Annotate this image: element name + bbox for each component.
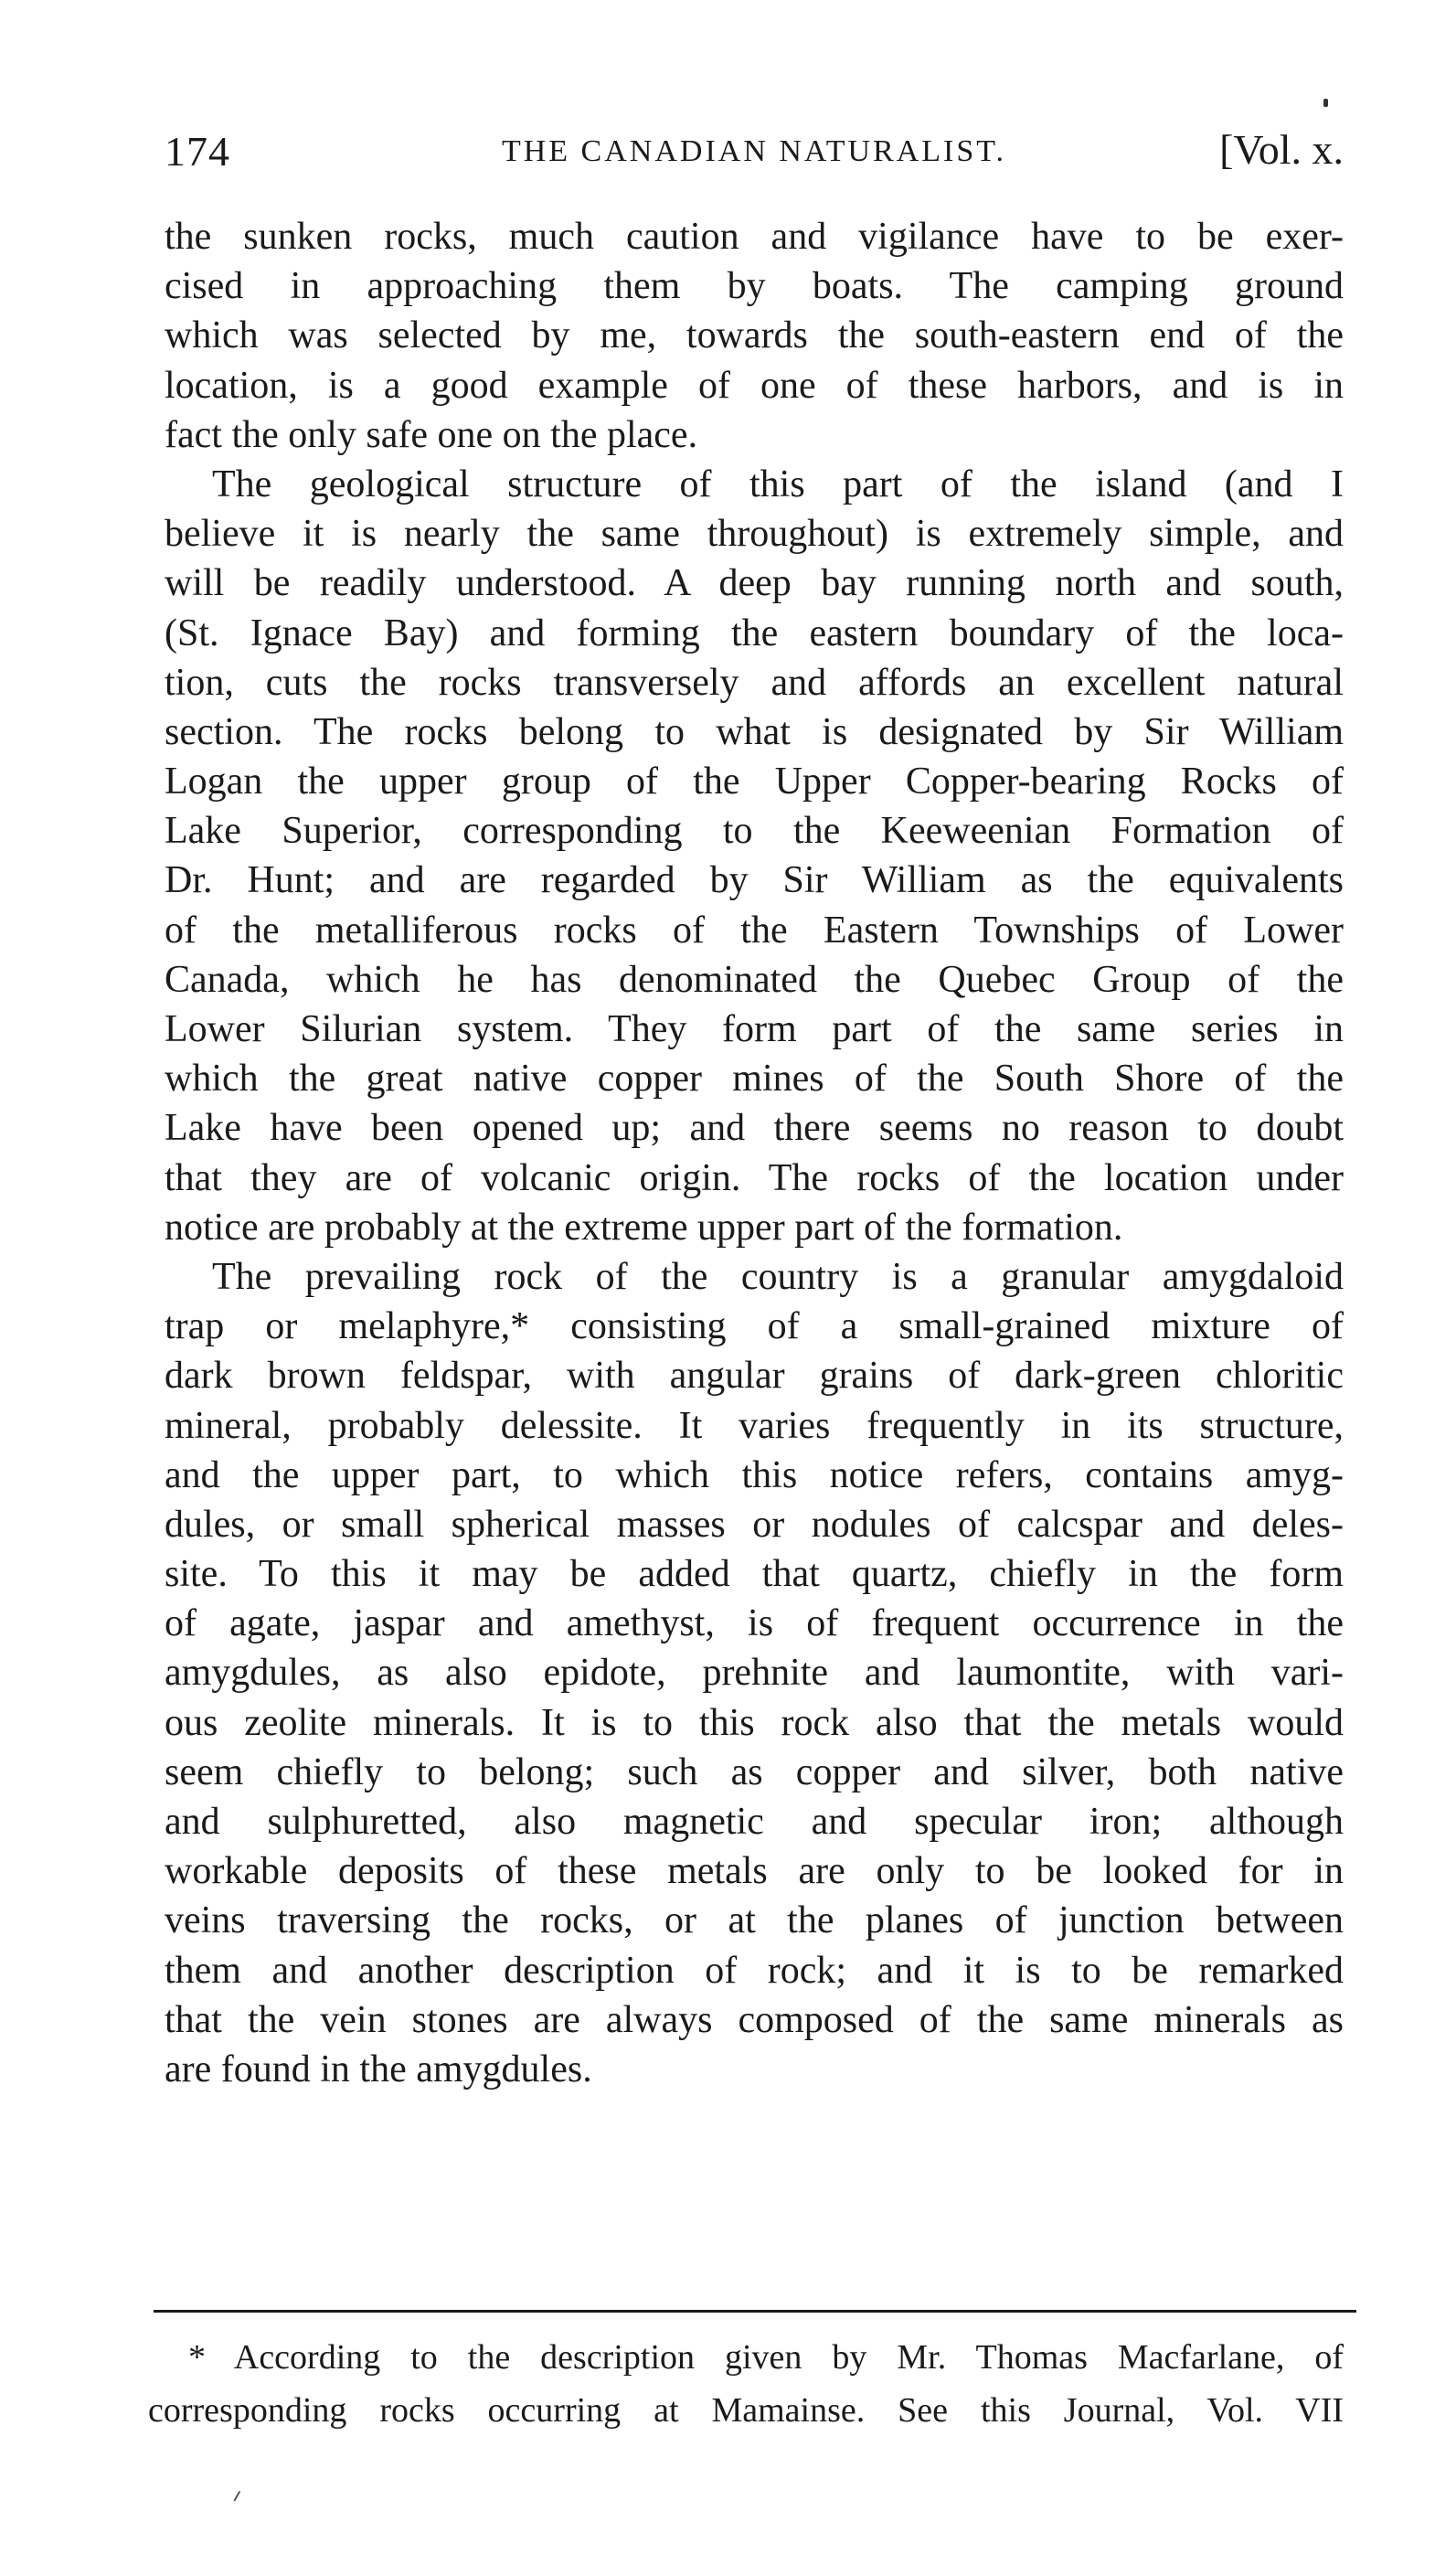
text-line: veins traversing the rocks, or at the planes of junction between <box>165 1899 1344 1942</box>
text-line: tion, cuts the rocks transversely and affords an excellent natural <box>165 661 1344 704</box>
ink-mark <box>1323 99 1328 107</box>
text-line: which was selected by me, towards the south-eastern end of the <box>165 314 1344 357</box>
text-line: that the vein stones are always composed of the same minerals as <box>165 1998 1344 2041</box>
text-line: mineral, probably delessite. It varies frequently in its structure, <box>165 1404 1344 1447</box>
text-line: fact the only safe one on the place. <box>165 413 698 456</box>
text-line: amygdules, as also epidote, prehnite and laumontite, with vari- <box>165 1652 1344 1695</box>
text-line: Canada, which he has denominated the Quebec Group of the <box>165 958 1344 1001</box>
footnote-line: corresponding rocks occurring at Mamainse. See this Journal, Vol. VII <box>148 2391 1344 2430</box>
text-line: ous zeolite minerals. It is to this rock also that the metals would <box>165 1701 1344 1744</box>
footnote-line: * According to the description given by Mr. Thomas Macfarlane, of <box>188 2338 1344 2377</box>
footnote <box>148 2331 1344 2437</box>
text-line: and the upper part, to which this notice refers, contains amyg- <box>165 1453 1344 1496</box>
text-line: site. To this it may be added that quartz, chiefly in the form <box>165 1553 1344 1596</box>
text-line: Dr. Hunt; and are regarded by Sir William as the equivalents <box>165 859 1344 902</box>
text-line: of the metalliferous rocks of the Eastern Townships of Lower <box>165 909 1344 952</box>
paragraph-first-line: The prevailing rock of the country is a granular amygdaloid <box>212 1255 1344 1298</box>
text-line: Lake have been opened up; and there seems no reason to doubt <box>165 1107 1344 1150</box>
text-line: cised in approaching them by boats. The camping ground <box>165 265 1344 308</box>
text-line: location, is a good example of one of these harbors, and is in <box>165 364 1344 407</box>
text-line: dark brown feldspar, with angular grains of dark-green chloritic <box>165 1355 1344 1398</box>
volume-label: [Vol. x. <box>1219 126 1344 173</box>
page-number: 174 <box>165 128 230 175</box>
body-text <box>165 212 1344 2094</box>
text-line: Lower Silurian system. They form part of the same series in <box>165 1008 1344 1050</box>
text-line: which the great native copper mines of the South Shore of the <box>165 1058 1344 1101</box>
text-line: are found in the amygdules. <box>165 2048 592 2090</box>
text-line: dules, or small spherical masses or nodules of calcspar and deles- <box>165 1503 1344 1546</box>
text-line: will be readily understood. A deep bay running north and south, <box>165 562 1344 605</box>
text-line: notice are probably at the extreme upper part of the formation. <box>165 1206 1123 1249</box>
text-line: and sulphuretted, also magnetic and specular iron; although <box>165 1801 1344 1843</box>
text-line: Lake Superior, corresponding to the Keeweenian Formation of <box>165 810 1344 853</box>
text-line: of agate, jaspar and amethyst, is of frequent occurrence in the <box>165 1602 1344 1645</box>
journal-title: THE CANADIAN NATURALIST. <box>501 134 1007 168</box>
text-line: them and another description of rock; and it is to be remarked <box>165 1949 1344 1992</box>
text-line: Logan the upper group of the Upper Copper-bearing Rocks of <box>165 761 1344 803</box>
text-line: that they are of volcanic origin. The rocks of the location under <box>165 1156 1344 1199</box>
footnote-divider <box>154 2310 1356 2313</box>
text-line: the sunken rocks, much caution and vigilance have to be exer- <box>165 216 1344 258</box>
ink-mark <box>233 2491 244 2504</box>
text-line: seem chiefly to belong; such as copper and silver, both native <box>165 1750 1344 1793</box>
text-line: believe it is nearly the same throughout) is extremely simple, and <box>165 513 1344 556</box>
text-line: trap or melaphyre,* consisting of a small-grained mixture of <box>165 1305 1344 1348</box>
text-line: section. The rocks belong to what is designated by Sir William <box>165 710 1344 753</box>
text-line: (St. Ignace Bay) and forming the eastern boundary of the loca- <box>165 612 1344 654</box>
text-line: workable deposits of these metals are only to be looked for in <box>165 1850 1344 1893</box>
running-head <box>165 123 1344 178</box>
paragraph-first-line: The geological structure of this part of the island (and I <box>212 463 1344 505</box>
